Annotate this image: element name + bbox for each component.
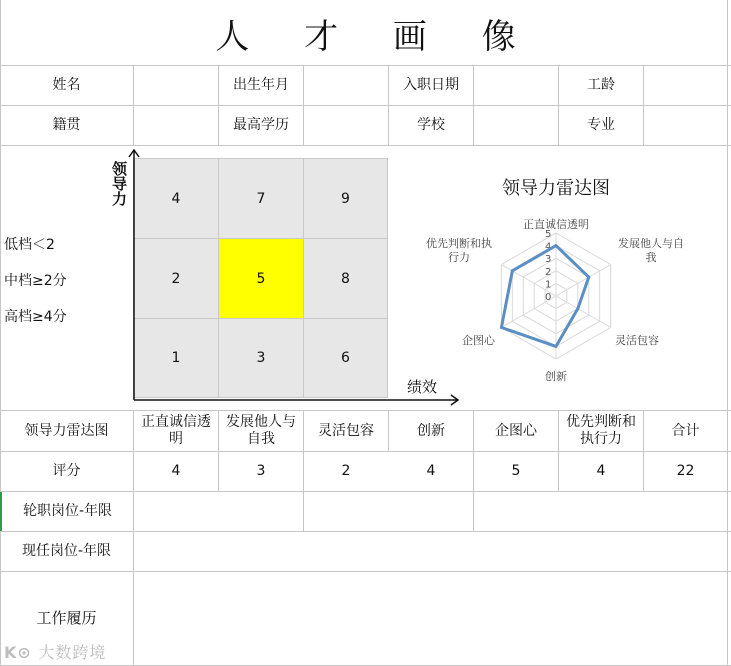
nine-box-cell: 6 xyxy=(304,319,388,398)
nine-box-cell: 2 xyxy=(134,239,219,319)
score-label: 评分 xyxy=(52,463,81,479)
score-value[interactable]: 4 xyxy=(596,463,606,479)
radar-point xyxy=(500,326,503,329)
radar-category-label: 创新 xyxy=(545,370,567,383)
label-school: 学校 xyxy=(417,117,445,133)
current-position-label: 现任岗位-年限 xyxy=(21,543,112,559)
radar-tick-label: 0 xyxy=(545,292,552,303)
radar-tick-label: 3 xyxy=(545,254,552,266)
label-seniority: 工龄 xyxy=(587,77,615,93)
label-name: 姓名 xyxy=(52,77,81,93)
score-header: 灵活包容 xyxy=(318,422,374,439)
work-history-label: 工作履历 xyxy=(36,609,97,627)
score-row-header: 领导力雷达图 xyxy=(24,422,109,439)
nine-box-cell: 7 xyxy=(219,159,304,239)
radar-category-label: 优先判断和执行力 xyxy=(426,237,492,264)
label-entry-date: 入职日期 xyxy=(403,77,459,93)
nine-box-cell: 3 xyxy=(219,319,304,398)
radar-spoke xyxy=(556,296,611,328)
legend-high: 高档≥4分 xyxy=(4,309,67,325)
score-value[interactable]: 4 xyxy=(171,463,181,479)
label-birth: 出生年月 xyxy=(233,77,289,93)
rotation-value-1[interactable] xyxy=(134,492,303,531)
watermark-icon: K⊙ xyxy=(4,643,39,662)
work-history-value[interactable] xyxy=(134,572,727,665)
score-value[interactable]: 3 xyxy=(256,463,266,479)
radar-tick-label: 1 xyxy=(545,279,552,291)
legend-mid: 中档≥2分 xyxy=(4,273,67,289)
radar-category-label: 发展他人与自我 xyxy=(618,237,684,264)
radar-tick-label: 2 xyxy=(545,266,552,278)
watermark-text: 大数跨境 xyxy=(38,643,107,662)
label-major: 专业 xyxy=(587,117,615,133)
legend-low: 低档＜2 xyxy=(4,237,55,253)
radar-point xyxy=(511,269,514,272)
nine-box-cell: 8 xyxy=(304,239,388,319)
radar-tick-label: 5 xyxy=(545,229,552,240)
score-header: 企图心 xyxy=(495,422,537,439)
label-education: 最高学历 xyxy=(233,117,289,133)
radar-category-label: 灵活包容 xyxy=(615,334,659,347)
nine-box-cell: 4 xyxy=(134,159,219,239)
score-total: 22 xyxy=(676,463,695,479)
rotation-value-3[interactable] xyxy=(474,492,727,531)
rotation-label: 轮职岗位-年限 xyxy=(0,492,133,531)
score-header: 优先判断和执行力 xyxy=(566,414,636,447)
score-value[interactable]: 4 xyxy=(426,463,436,479)
nine-box-cell: 1 xyxy=(134,319,219,398)
x-axis-label: 绩效 xyxy=(407,378,438,396)
score-header: 发展他人与自我 xyxy=(226,414,296,447)
score-value[interactable]: 5 xyxy=(511,463,521,479)
score-header: 合计 xyxy=(671,422,700,439)
score-header: 正直诚信透明 xyxy=(141,414,211,447)
nine-box-cell: 9 xyxy=(304,159,388,239)
nine-box-cell-highlighted: 5 xyxy=(219,239,304,319)
watermark-logo xyxy=(4,640,106,663)
score-value[interactable]: 2 xyxy=(341,463,351,479)
radar-point xyxy=(555,244,558,247)
radar-point xyxy=(555,345,558,348)
radar-title: 领导力雷达图 xyxy=(502,178,610,199)
score-header: 创新 xyxy=(417,422,445,439)
radar-category-label: 正直诚信透明 xyxy=(523,218,589,231)
radar-category-label: 企图心 xyxy=(462,334,495,347)
radar-point xyxy=(576,307,579,310)
rotation-value-2[interactable] xyxy=(304,492,473,531)
current-position-value[interactable] xyxy=(134,532,727,571)
radar-tick-label: 4 xyxy=(545,241,552,253)
page-title: 人 才 画 像 xyxy=(215,16,538,57)
radar-point xyxy=(587,276,590,279)
label-hometown: 籍贯 xyxy=(52,117,81,133)
y-axis-label: 领导力 xyxy=(112,160,128,208)
